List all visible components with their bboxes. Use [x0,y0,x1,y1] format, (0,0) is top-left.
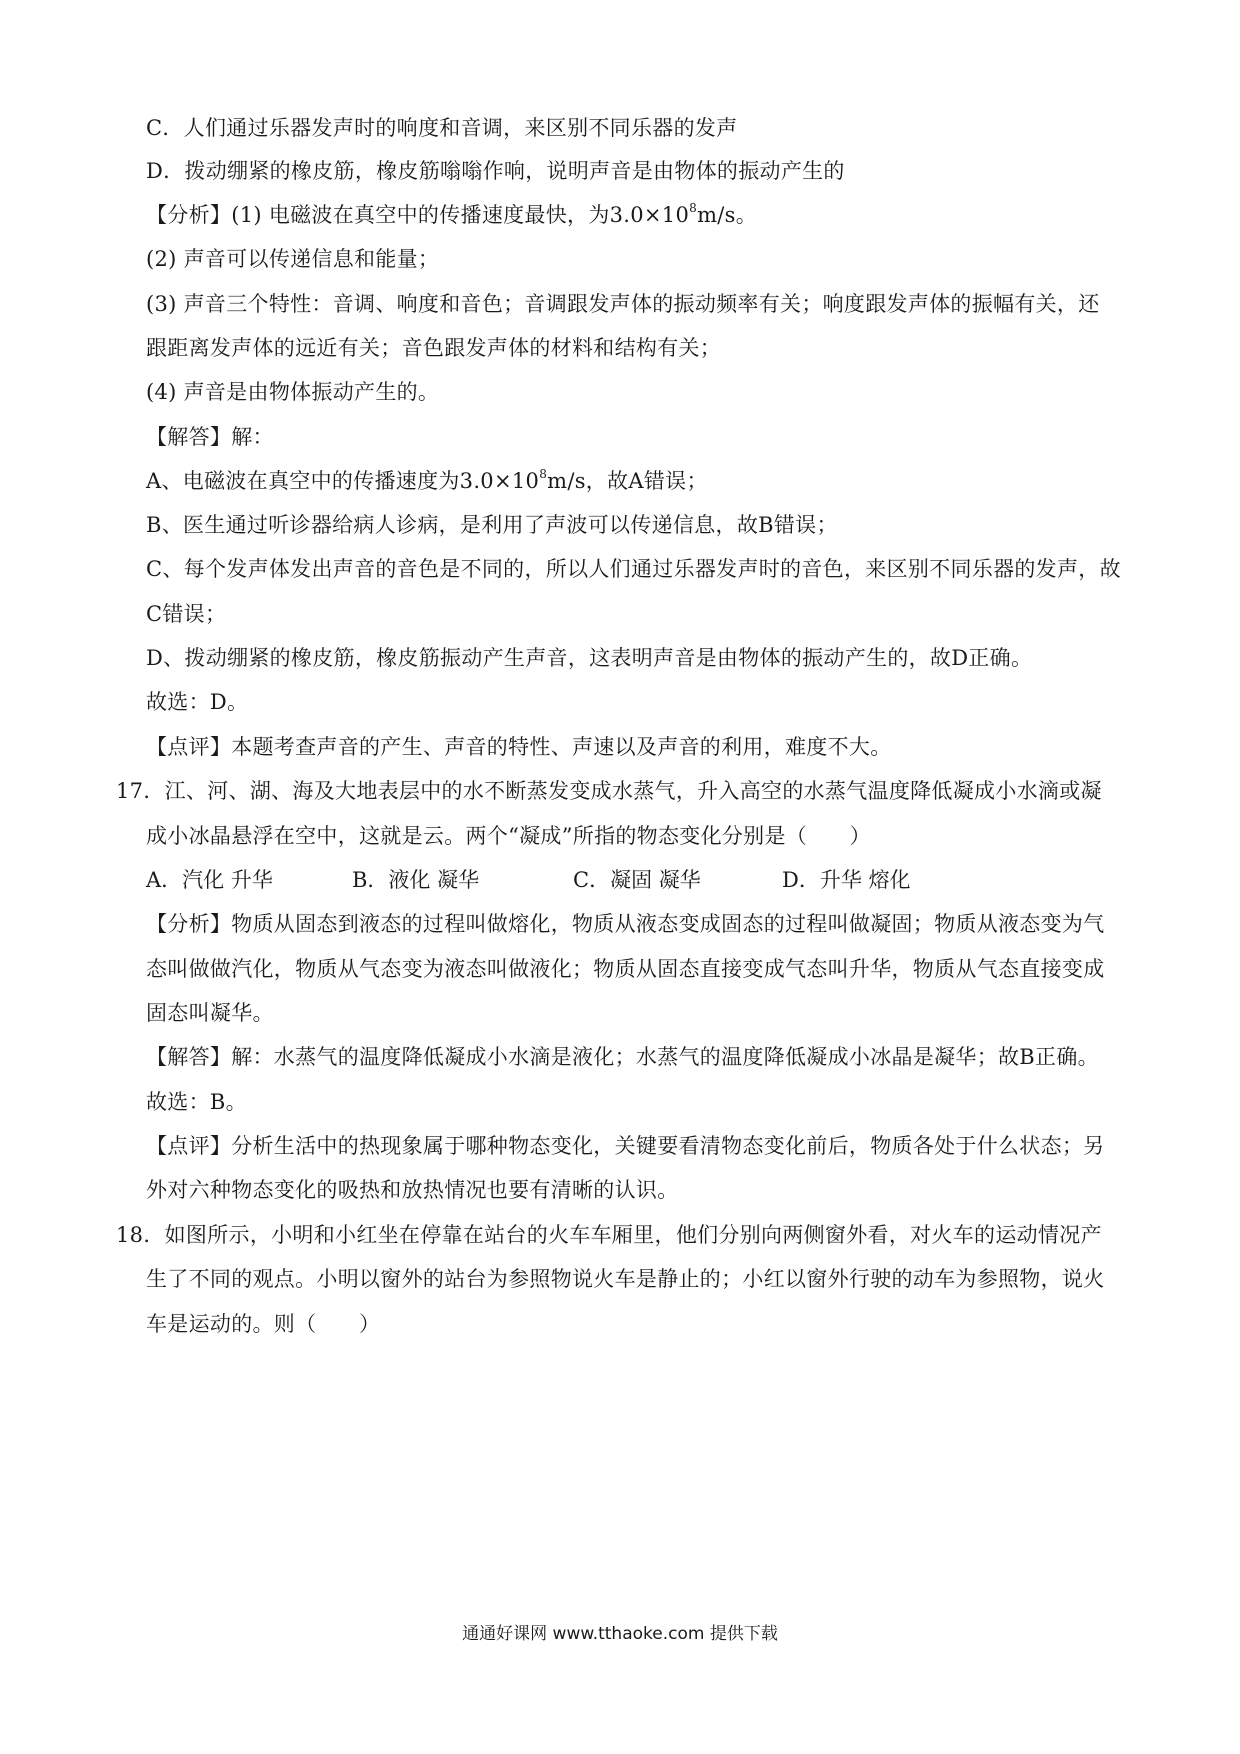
q17-choice: 故选：B。 [146,1090,247,1114]
q18-stem-line3: 车是运动的。则（ ） [146,1312,381,1336]
q16-answer-c-line2: C错误； [146,602,227,626]
q18-stem-line2: 生了不同的观点。小明以窗外的站台为参照物说火车是静止的；小红以窗外行驶的动车为参照物，说火 [146,1267,1105,1291]
q16-analysis-1-text: 【分析】(1) 电磁波在真空中的传播速度最快，为3.0×10 [146,203,690,227]
page-footer: 通通好课网 www.tthaoke.com 提供下载 [462,1624,778,1644]
q16-answer-b: B、医生通过听诊器给病人诊病，是利用了声波可以传递信息，故B错误； [146,513,838,537]
q16-answer-c-line1: C、每个发声体发出声音的音色是不同的，所以人们通过乐器发声时的音色，来区别不同乐器的发声，故 [146,557,1121,581]
q16-answer-a-text: A、电磁波在真空中的传播速度为3.0×10 [146,469,540,493]
q17-stem-line2: 成小冰晶悬浮在空中，这就是云。两个“凝成”所指的物态变化分别是（ ） [146,824,871,848]
q18-stem-line1: 18．如图所示，小明和小红坐在停靠在站台的火车车厢里，他们分别向两侧窗外看，对火车的运动情况产 [116,1223,1102,1247]
q17-option-a: A．汽化 升华 [146,868,273,892]
q16-analysis-1 [146,201,757,229]
q16-option-d: D．拨动绷紧的橡皮筋，橡皮筋嗡嗡作响，说明声音是由物体的振动产生的 [146,159,845,183]
q17-comment-line1: 【点评】分析生活中的热现象属于哪种物态变化，关键要看清物态变化前后，物质各处于什么状态；另 [146,1134,1105,1158]
q17-analysis-line2: 态叫做做汽化，物质从气态变为液态叫做液化；物质从固态直接变成气态叫升华，物质从气态直接变成 [146,957,1105,981]
q17-comment-line2: 外对六种物态变化的吸热和放热情况也要有清晰的认识。 [146,1178,679,1202]
q16-answer-a [146,467,708,495]
q16-answer-a-unit: m/s，故A错误； [547,469,708,493]
q17-option-d: D．升华 熔化 [782,868,911,892]
q16-choice: 故选：D。 [146,690,249,714]
q17-option-b: B．液化 凝华 [352,868,480,892]
q17-analysis-line1: 【分析】物质从固态到液态的过程叫做熔化，物质从液态变成固态的过程叫做凝固；物质从液态变为气 [146,912,1105,936]
q17-option-c: C．凝固 凝华 [573,868,701,892]
q16-analysis-3a: (3) 声音三个特性：音调、响度和音色；音调跟发声体的振动频率有关；响度跟发声体的振幅有关，还 [146,292,1100,316]
q17-analysis-line3: 固态叫凝华。 [146,1001,274,1025]
q16-analysis-4: (4) 声音是由物体振动产生的。 [146,380,440,404]
q16-comment: 【点评】本题考查声音的产生、声音的特性、声速以及声音的利用，难度不大。 [146,735,892,759]
q16-analysis-1-exponent: 8 [689,201,698,215]
q16-answer-heading: 【解答】解： [146,425,274,449]
q17-answer: 【解答】解：水蒸气的温度降低凝成小水滴是液化；水蒸气的温度降低凝成小冰晶是凝华；故B正确。 [146,1045,1099,1069]
q16-analysis-1-unit: m/s。 [697,203,758,227]
q17-stem-line1: 17．江、河、湖、海及大地表层中的水不断蒸发变成水蒸气，升入高空的水蒸气温度降低凝成小水滴或凝 [116,779,1102,803]
q16-answer-d: D、拨动绷紧的橡皮筋，橡皮筋振动产生声音，这表明声音是由物体的振动产生的，故D正确。 [146,646,1033,670]
q16-analysis-3b: 跟距离发声体的远近有关；音色跟发声体的材料和结构有关； [146,336,722,360]
q16-analysis-2: (2) 声音可以传递信息和能量； [146,247,440,271]
q16-answer-a-exponent: 8 [539,467,548,481]
q16-option-c: C．人们通过乐器发声时的响度和音调，来区别不同乐器的发声 [146,116,738,140]
